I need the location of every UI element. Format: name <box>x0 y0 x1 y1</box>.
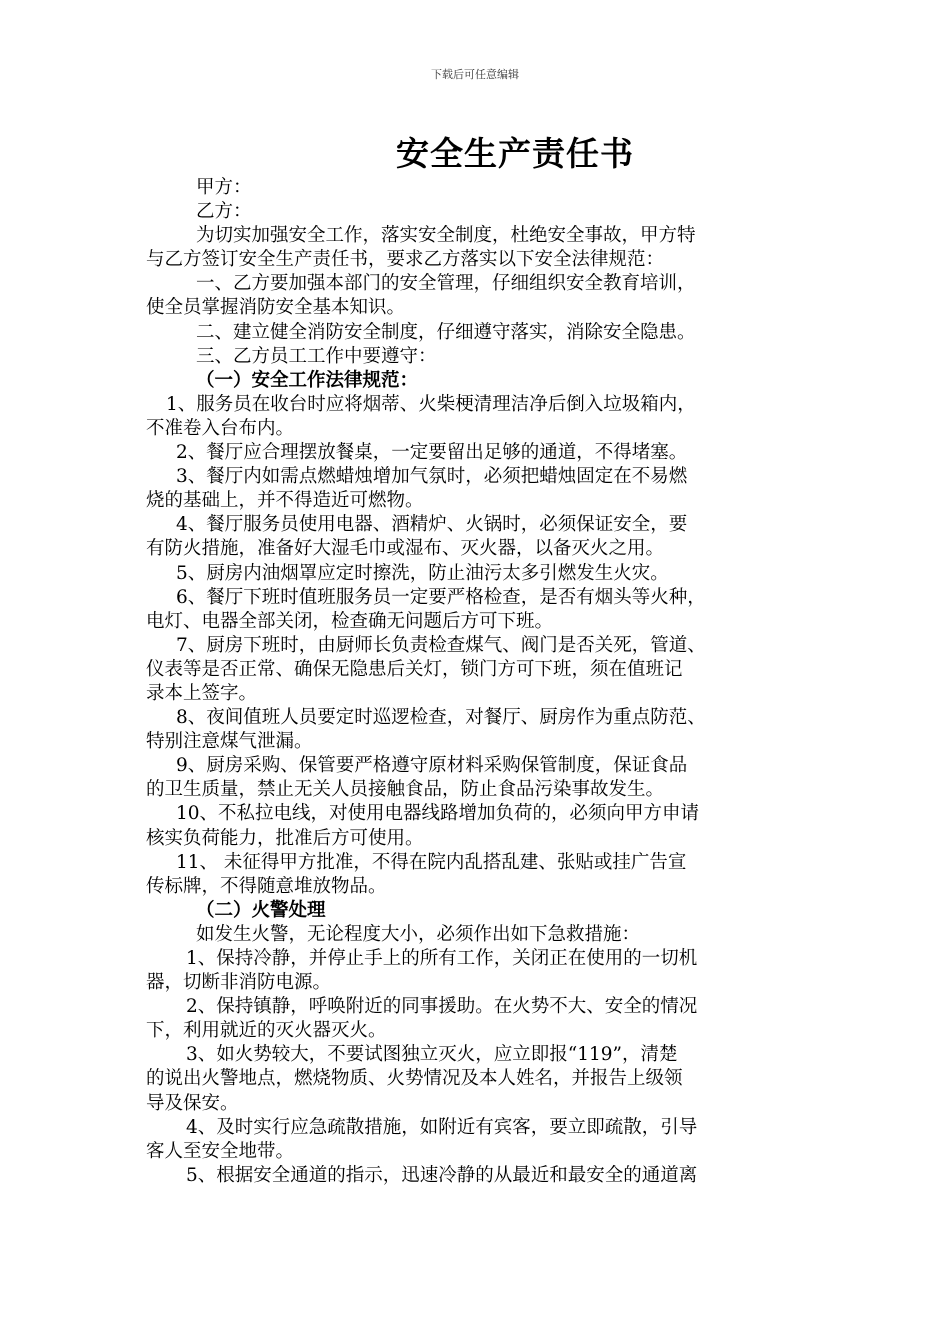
text-line: 10、不私拉电线，对使用电器线路增加负荷的，必须向甲方申请 <box>176 803 700 825</box>
text-line: 7、厨房下班时，由厨师长负责检查煤气、阀门是否关死，管道、 <box>176 634 706 656</box>
text-line: 11、 未征得甲方批准，不得在院内乱搭乱建、张贴或挂广告宣 <box>176 851 687 873</box>
text-line: 仪表等是否正常、确保无隐患后关灯，锁门方可下班，须在值班记 <box>146 658 683 680</box>
text-line: 传标牌，不得随意堆放物品。 <box>146 875 387 897</box>
text-line: 客人至安全地带。 <box>146 1140 295 1162</box>
text-line: 4、餐厅服务员使用电器、酒精炉、火锅时，必须保证安全，要 <box>176 514 688 536</box>
text-line: 如发生火警，无论程度大小，必须作出如下急救措施： <box>196 923 641 945</box>
text-line: 6、餐厅下班时值班服务员一定要严格检查，是否有烟头等火种， <box>176 586 706 608</box>
text-line: 使全员掌握消防安全基本知识。 <box>146 297 406 319</box>
text-line: 5、厨房内油烟罩应定时擦洗，防止油污太多引燃发生火灾。 <box>176 562 669 584</box>
text-line: 录本上签字。 <box>146 682 258 704</box>
header-note: 下载后可任意编辑 <box>431 68 519 81</box>
text-line: 甲方： <box>196 177 252 198</box>
text-line: 的说出火警地点，燃烧物质、火势情况及本人姓名，并报告上级领 <box>146 1068 683 1090</box>
text-line: 2、餐厅应合理摆放餐桌，一定要留出足够的通道，不得堵塞。 <box>176 442 688 464</box>
text-line: 有防火措施，准备好大湿毛巾或湿布、灭火器，以备灭火之用。 <box>146 538 665 560</box>
text-line: 8、夜间值班人员要定时巡逻检查，对餐厅、厨房作为重点防范、 <box>176 707 706 729</box>
text-line: 导及保安。 <box>146 1092 239 1114</box>
text-line: 三、乙方员工工作中要遵守： <box>196 345 437 367</box>
text-line: 乙方： <box>196 201 252 223</box>
text-line: 器，切断非消防电源。 <box>146 972 332 994</box>
text-line: 为切实加强安全工作，落实安全制度，杜绝安全事故，甲方特 <box>196 225 696 247</box>
document-body <box>146 176 826 1188</box>
text-line: 9、厨房采购、保管要严格遵守原材料采购保管制度，保证食品 <box>176 755 688 777</box>
text-line: 的卫生质量，禁止无关人员接触食品，防止食品污染事故发生。 <box>146 779 665 801</box>
text-line: 电灯、电器全部关闭，检查确无问题后方可下班。 <box>146 610 554 632</box>
text-line: 一、乙方要加强本部门的安全管理，仔细组织安全教育培训， <box>196 273 696 295</box>
text-line: 4、及时实行应急疏散措施，如附近有宾客，要立即疏散，引导 <box>186 1116 698 1138</box>
text-line: 烧的基础上，并不得造近可燃物。 <box>146 490 424 512</box>
document-title: 安全生产责任书 <box>396 134 634 173</box>
text-line: 5、根据安全通道的指示，迅速冷静的从最近和最安全的通道离 <box>186 1164 698 1186</box>
text-line: 与乙方签订安全生产责任书，要求乙方落实以下安全法律规范： <box>146 249 665 271</box>
text-line: 3、餐厅内如需点燃蜡烛增加气氛时，必须把蜡烛固定在不易燃 <box>176 466 688 488</box>
text-line: 核实负荷能力，批准后方可使用。 <box>146 827 424 849</box>
text-line: 1、保持冷静，并停止手上的所有工作，关闭正在使用的一切机 <box>186 948 698 969</box>
text-line: 不准卷入台布内。 <box>146 417 295 439</box>
text-line: 二、建立健全消防安全制度，仔细遵守落实，消除安全隐患。 <box>196 321 696 343</box>
text-line: 1、服务员在收台时应将烟蒂、火柴梗清理洁净后倒入垃圾箱内， <box>166 393 696 415</box>
section-heading: （二）火警处理 <box>196 899 326 921</box>
text-line: 3、如火势较大，不要试图独立灭火，应立即报“119”，清楚 <box>186 1044 678 1066</box>
text-line: 特别注意煤气泄漏。 <box>146 731 313 753</box>
text-line: 下，利用就近的灭火器灭火。 <box>146 1020 387 1042</box>
section-heading: （一）安全工作法律规范： <box>196 369 419 391</box>
text-line: 2、保持镇静，呼唤附近的同事援助。在火势不大、安全的情况 <box>186 996 698 1018</box>
